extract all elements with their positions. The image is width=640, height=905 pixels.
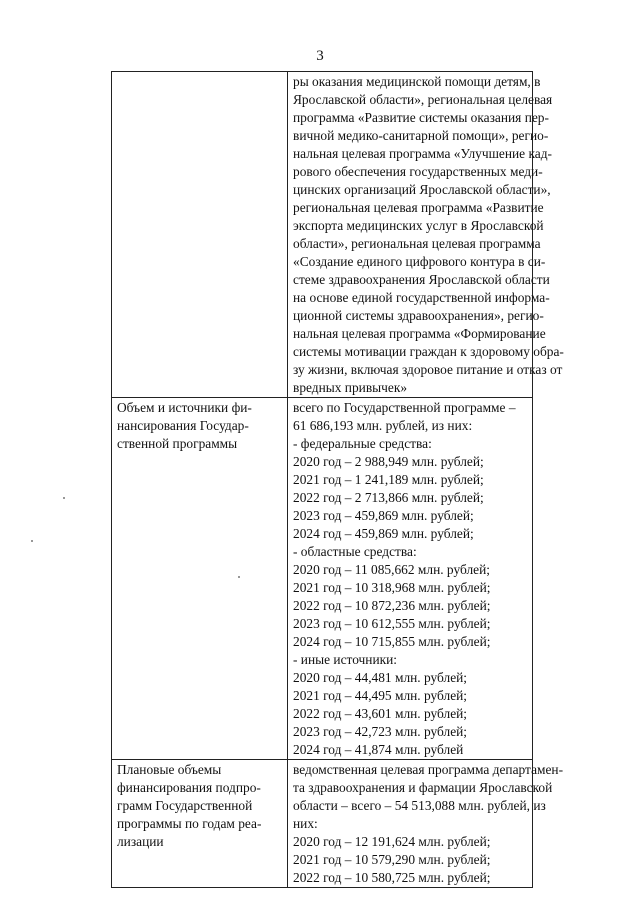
- text-line: 2023 год – 10 612,555 млн. рублей;: [293, 616, 491, 631]
- row-value-cell: [288, 760, 564, 888]
- scan-speck: [238, 576, 240, 578]
- label-line: программы по годам реа-: [117, 816, 262, 831]
- text-line: - иные источники:: [293, 652, 398, 667]
- text-line: ведомственная целевая программа департамен-: [293, 762, 564, 777]
- text-line: - областные средства:: [293, 544, 417, 559]
- text-line: зу жизни, включая здоровое питание и отказ от: [293, 362, 563, 377]
- label-line: финансирования подпро-: [117, 780, 261, 795]
- label-line: ственной программы: [117, 436, 238, 451]
- scan-speck: [63, 497, 65, 499]
- text-line: вичной медико-санитарной помощи», регио-: [293, 128, 549, 143]
- text-line: всего по Государственной программе –: [293, 400, 516, 415]
- label-line: нансирования Государ-: [117, 418, 249, 433]
- row-value-cell: [288, 72, 564, 398]
- text-line: области», региональная целевая программа: [293, 236, 541, 251]
- text-line: 2024 год – 10 715,855 млн. рублей;: [293, 634, 491, 649]
- text-line: нальная целевая программа «Улучшение кад-: [293, 146, 552, 161]
- text-line: - федеральные средства:: [293, 436, 432, 451]
- text-line: 2022 год – 2 713,866 млн. рублей;: [293, 490, 484, 505]
- passport-table: [111, 71, 564, 888]
- page-number: 3: [316, 48, 324, 64]
- label-line: Плановые объемы: [117, 762, 222, 777]
- table-row: [112, 760, 533, 888]
- text-line: та здравоохранения и фармации Ярославской: [293, 780, 553, 795]
- text-line: вредных привычек»: [293, 380, 408, 395]
- text-line: региональная целевая программа «Развитие: [293, 200, 544, 215]
- label-line: лизации: [117, 834, 164, 849]
- text-line: программа «Развитие системы оказания пер-: [293, 110, 549, 125]
- text-line: 2020 год – 44,481 млн. рублей;: [293, 670, 468, 685]
- text-line: 2022 год – 10 580,725 млн. рублей;: [293, 870, 491, 885]
- text-line: области – всего – 54 513,088 млн. рублей, из: [293, 798, 546, 813]
- text-line: 2020 год – 2 988,949 млн. рублей;: [293, 454, 484, 469]
- table-row: [112, 398, 533, 760]
- label-line: грамм Государственной: [117, 798, 253, 813]
- row-label-cell: [112, 398, 288, 760]
- text-line: ционной системы здравоохранения», регио-: [293, 308, 544, 323]
- row-label-cell: [112, 760, 288, 888]
- text-line: 2023 год – 42,723 млн. рублей;: [293, 724, 468, 739]
- text-line: рового обеспечения государственных меди-: [293, 164, 543, 179]
- text-line: 2022 год – 43,601 млн. рублей;: [293, 706, 468, 721]
- text-line: них:: [293, 816, 318, 831]
- text-line: на основе единой государственной информа-: [293, 290, 550, 305]
- text-line: 2023 год – 459,869 млн. рублей;: [293, 508, 474, 523]
- text-line: 2022 год – 10 872,236 млн. рублей;: [293, 598, 491, 613]
- text-line: стеме здравоохранения Ярославской области: [293, 272, 550, 287]
- text-line: 2024 год – 459,869 млн. рублей;: [293, 526, 474, 541]
- scan-speck: [31, 540, 33, 542]
- label-line: Объем и источники фи-: [117, 400, 252, 415]
- row-value-cell: [288, 398, 533, 760]
- table-row: [112, 72, 533, 398]
- text-line: 2020 год – 11 085,662 млн. рублей;: [293, 562, 490, 577]
- row-label-cell: [112, 72, 288, 398]
- text-line: 2024 год – 41,874 млн. рублей: [293, 742, 464, 757]
- text-line: 2020 год – 12 191,624 млн. рублей;: [293, 834, 491, 849]
- text-line: 2021 год – 1 241,189 млн. рублей;: [293, 472, 484, 487]
- text-line: Ярославской области», региональная целевая: [293, 92, 553, 107]
- text-line: 2021 год – 44,495 млн. рублей;: [293, 688, 468, 703]
- text-line: системы мотивации граждан к здоровому обра-: [293, 344, 564, 359]
- text-line: «Создание единого цифрового контура в си-: [293, 254, 546, 269]
- text-line: 2021 год – 10 579,290 млн. рублей;: [293, 852, 491, 867]
- text-line: 61 686,193 млн. рублей, из них:: [293, 418, 473, 433]
- text-line: экспорта медицинских услуг в Ярославской: [293, 218, 544, 233]
- text-line: ры оказания медицинской помощи детям, в: [293, 74, 541, 89]
- text-line: 2021 год – 10 318,968 млн. рублей;: [293, 580, 491, 595]
- text-line: цинских организаций Ярославской области»,: [293, 182, 551, 197]
- text-line: нальная целевая программа «Формирование: [293, 326, 546, 341]
